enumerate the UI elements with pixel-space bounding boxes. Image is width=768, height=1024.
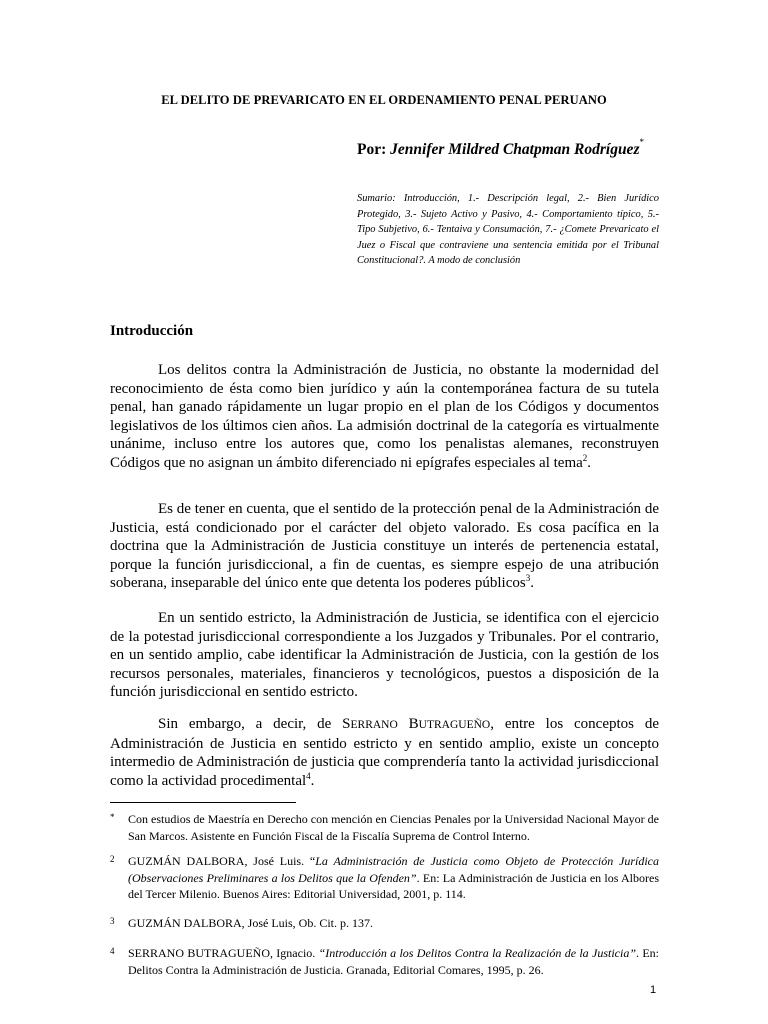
footnote-title: “Introducción a los Delitos Contra la Realización de la Justicia” <box>318 946 637 960</box>
footnote-mark: 3 <box>110 916 115 926</box>
footnote-2 <box>110 853 659 903</box>
footnote-text: Con estudios de Maestría en Derecho con mención en Ciencias Penales por la Universidad Nacional Mayor de San Marcos. Asistente en Función Fiscal de la Fiscalía Suprema de Control Interno. <box>128 812 659 843</box>
footnote-separator <box>110 802 296 803</box>
footnote-text <box>128 945 659 978</box>
paragraph-1-end: . <box>587 454 592 471</box>
footnote-title: La Administración de Justicia como Objeto de Protección Jurídica (Observaciones Preliminares a los Delitos que la Ofenden” <box>128 854 659 885</box>
footnote-mark: * <box>110 812 115 822</box>
section-heading-introduccion: Introducción <box>110 323 194 339</box>
smallcaps-rest-utragueno: UTRAGUEÑO <box>418 719 491 731</box>
summary-abstract: Sumario: Introducción, 1.- Descripción legal, 2.- Bien Jurídico Protegido, 3.- Sujeto Activo y Pasivo, 4.- Comportamiento típico, 5.- Tipo Subjetivo, 6.- Tentaiva y Consumación, 7.- ¿Comete Prevaricato el Juez o Fiscal que contraviene una sentencia emitida por el Tribunal Constitucional?. A modo de conclusión <box>357 193 659 267</box>
footnote-text: GUZMÁN DALBORA, José Luis, Ob. Cit. p. 137. <box>128 916 374 930</box>
footnote-ref-2: 2 <box>582 452 588 463</box>
footnote-3 <box>110 915 659 932</box>
footnote-rest: . En: La Administración de Justicia en los Albores del Tercer Milenio. Buenos Aires: Editorial Universidad, 2001, p. 114. <box>128 870 660 901</box>
paragraph-4-after: , entre los conceptos de Administración de Justicia en sentido estricto y en sentido amplio, existe un concepto intermedio de Administración de justicia que comprendería tanto la actividad jurisdiccional como la actividad procedimental <box>110 716 660 789</box>
footnote-mark: 4 <box>110 946 115 956</box>
page-number: 1 <box>650 984 657 996</box>
paragraph-1 <box>110 361 659 472</box>
footnote-mark: 2 <box>110 854 115 864</box>
author-name: Jennifer Mildred Chatpman Rodríguez <box>390 141 640 158</box>
paragraph-4 <box>110 715 659 790</box>
footnote-quote-open: “ <box>309 854 316 868</box>
footnote-4 <box>110 945 659 978</box>
smallcaps-cap-b: B <box>408 716 419 732</box>
paragraph-2-end: . <box>530 575 534 591</box>
footnote-author <box>110 811 659 844</box>
byline-prefix: Por: <box>357 141 391 158</box>
footnote-rest: . En: Delitos Contra la Administración de Justicia. Granada, Editorial Comares, 1995, p. 26. <box>128 946 659 977</box>
smallcaps-rest-errano: ERRANO <box>350 719 398 731</box>
footnote-text <box>128 853 659 903</box>
paragraph-3: En un sentido estricto, la Administración de Justicia, se identifica con el ejercicio de la potestad jurisdiccional correspondiente a los Juzgados y Tribunales. Por el contrario, en un sentido amplio, cabe identificar la Administración de Justicia, con la gestión de los recursos personales, materiales, financieros y tecnológicos, puestos a disposición de la función jurisdiccional en sentido estricto. <box>110 610 659 700</box>
smallcaps-cap-s: S <box>342 716 351 732</box>
paragraph-1-text: Los delitos contra la Administración de Justicia, no obstante la modernidad del reconocimiento de ésta como bien jurídico y aún la contemporánea factura de su tutela penal, han ganado rápidamente un lugar propio en el plan de los Códigos y documentos legislativos de los últimos cien años. La admisión doctrinal de la categoría es virtualmente unánime, incluso entre los autores que, como los penalistas alemanes, reconstruyen Códigos que no asignan un ámbito diferenciado ni epígrafes especiales al tema <box>110 362 659 471</box>
footnote-author-name: SERRANO BUTRAGUEÑO, Ignacio. <box>128 946 319 960</box>
paragraph-4-end: . <box>310 772 315 789</box>
footnote-author-name: GUZMÁN DALBORA, José Luis. <box>128 854 310 868</box>
author-byline <box>357 137 644 159</box>
paragraph-2 <box>110 500 659 593</box>
author-footnote-mark: * <box>639 137 644 147</box>
document-title: EL DELITO DE PREVARICATO EN EL ORDENAMIENTO PENAL PERUANO <box>161 93 607 107</box>
footnote-ref-3: 3 <box>525 573 531 583</box>
paragraph-4-before: Sin embargo, a decir, de <box>158 716 343 732</box>
footnote-ref-4: 4 <box>306 770 311 781</box>
paragraph-2-text: Es de tener en cuenta, que el sentido de la protección penal de la Administración de Justicia, está condicionado por el carácter del objeto valorado. Es cosa pacífica en la doctrina que la Administración de Justicia constituye un interés de pertenencia estatal, porque la función jurisdiccional, a fin de cuentas, es siempre espejo de una atribución soberana, inseparable del único ente que detenta los poderes públicos <box>110 501 659 591</box>
